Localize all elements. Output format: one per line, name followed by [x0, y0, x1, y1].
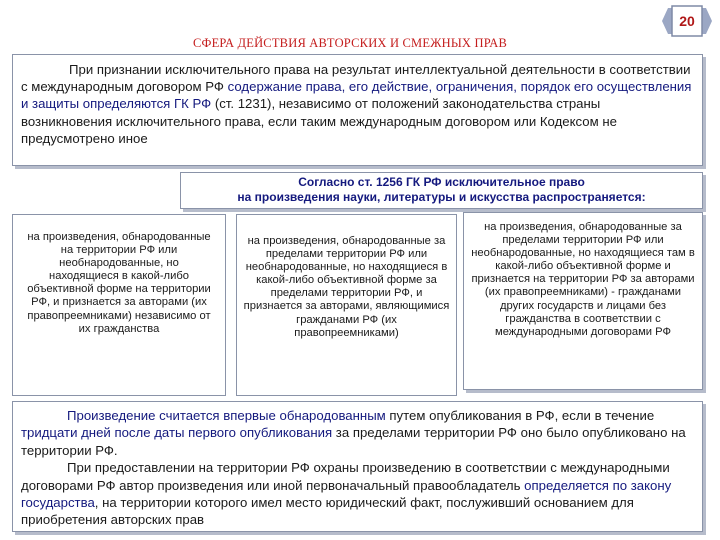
intro-text-1: При признании исключительного права на результат интеллектуальной деятельности в соответствии с международным договором РФ: [21, 62, 691, 95]
publication-text-4: , на территории которого имел место юридический факт, послуживший основанием для приобретения авторских прав: [21, 495, 634, 528]
publication-highlight-1: Произведение считается впервые обнародованным: [67, 408, 386, 423]
scope-column-2: [236, 214, 457, 396]
page-title: СФЕРА ДЕЙСТВИЯ АВТОРСКИХ И СМЕЖНЫХ ПРАВ: [192, 36, 508, 50]
page-number-badge: [662, 4, 712, 38]
page-number: 20: [679, 13, 695, 29]
intro-text-2: (ст. 1231), независимо от положений законодательства страны возникновения исключительного права, если таким международным договором или Кодексом не предусмотрено иное: [21, 96, 617, 146]
scope-heading: [180, 172, 703, 209]
scope-line-1: Согласно ст. 1256 ГК РФ исключительное право: [298, 175, 585, 189]
publication-text-1: путем опубликования в РФ, если в течение: [385, 408, 655, 423]
scope-line-2: на произведения науки, литературы и искусства распространяется:: [237, 190, 646, 204]
publication-text-2: за пределами территории РФ оно было опубликовано на территории РФ.: [21, 425, 686, 458]
publication-highlight-2: тридцати дней после даты первого опубликования: [21, 425, 333, 441]
intro-paragraph: [12, 54, 703, 166]
intro-highlight: содержание права, его действие, ограничения, порядок его осуществления и защиты определяются ГК РФ: [21, 79, 692, 112]
publication-highlight-3: определяется по закону государства: [21, 477, 672, 511]
publication-text-3: При предоставлении на территории РФ охраны произведению в соответствии с международными договорами РФ автор произведения или иной первоначальный правообладатель: [21, 460, 670, 493]
scope-column-text: на произведения, обнародованные на территории РФ или необнародованные, но находящиеся в какой-либо объективной форме на территории РФ, и признается за авторами (их правопреемниками) независимо от их гражданства: [27, 231, 211, 335]
publication-paragraph: [12, 401, 703, 532]
scope-column-1: [12, 214, 226, 396]
scope-column-text: на произведения, обнародованные за пределами территории РФ или необнародованные, но находящиеся там в какой-либо объективной форме и признается на территории РФ за авторами (их правопреемниками) - гражданами других государств и лицами без гражданства в соответствии с международными договорами РФ: [471, 221, 695, 338]
scope-column-3: [463, 212, 703, 390]
scope-column-text: на произведения, обнародованные за пределами территории РФ или необнародованные, но находящиеся в какой-либо объективной форме за пределами территории РФ, и признается за авторами, являющимися гражданами РФ (их правопреемниками): [243, 235, 450, 339]
